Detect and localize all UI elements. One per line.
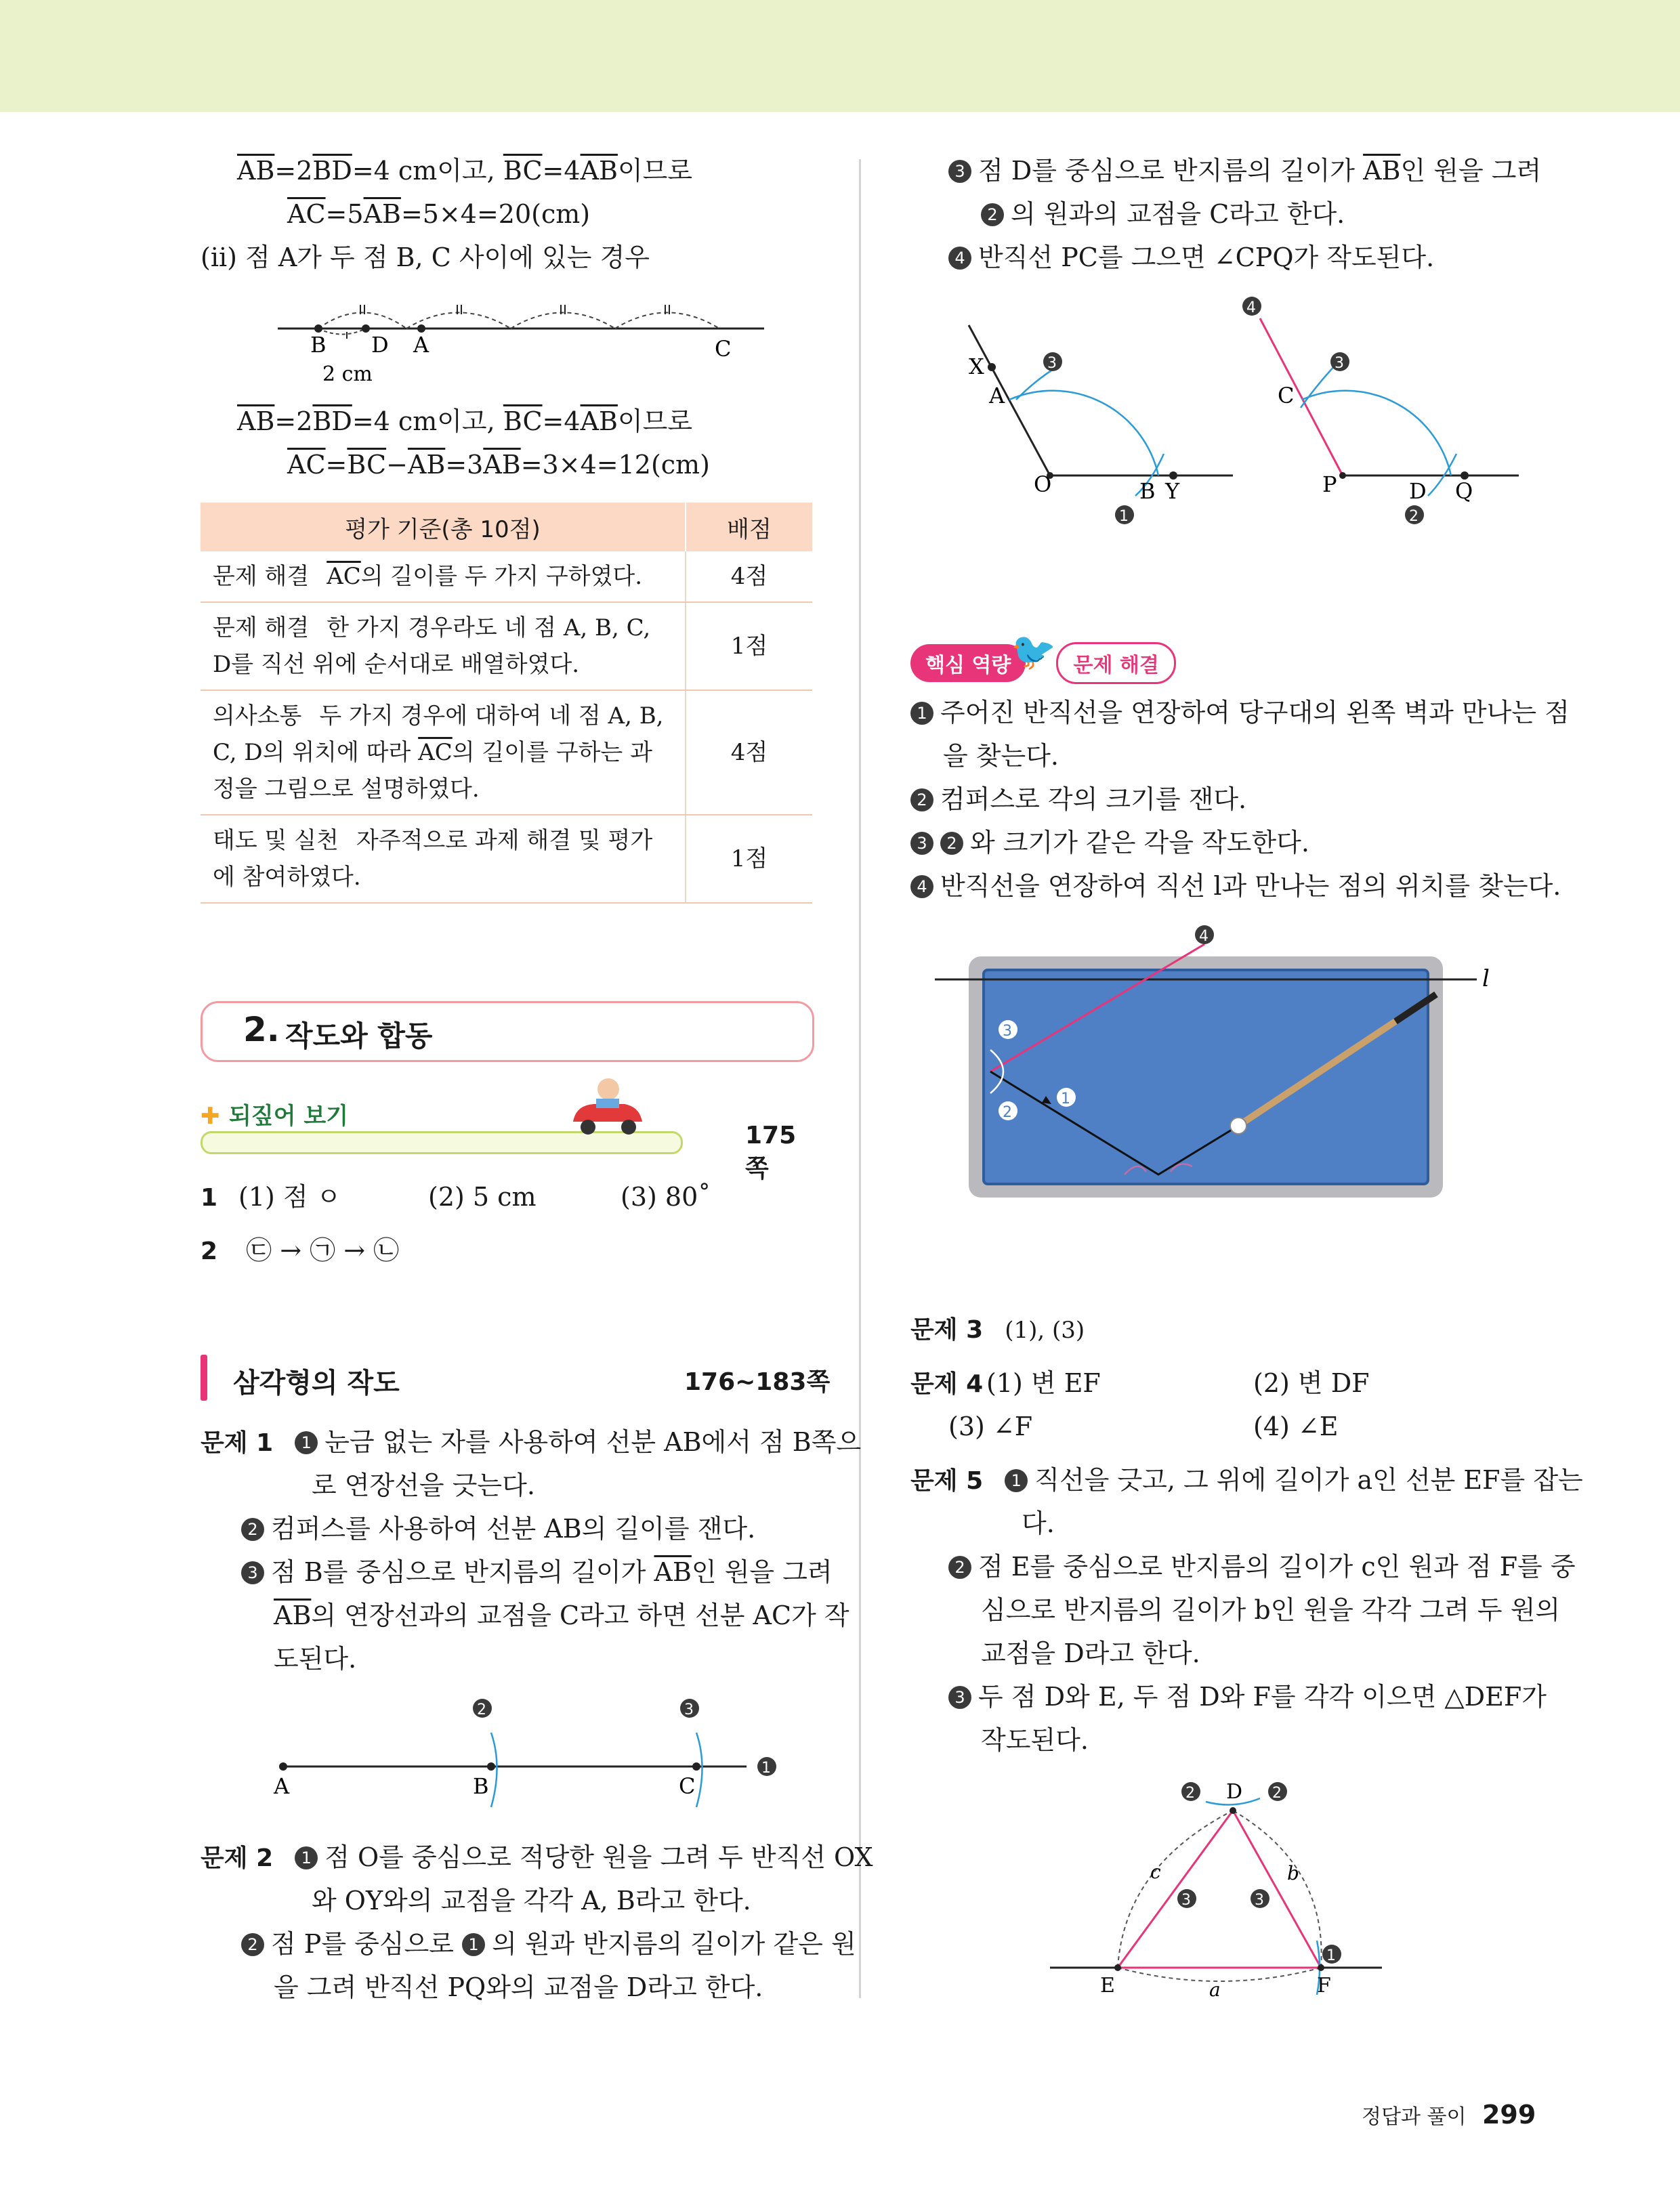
svg-text:2: 2 xyxy=(1185,1785,1195,1802)
label-2cm: 2 cm xyxy=(322,362,373,386)
table-header-row xyxy=(201,503,812,551)
right-step-3: 3 점 D를 중심으로 반지름의 길이가 $\overline{AB}$인 원을 그려 xyxy=(948,149,1541,192)
label-D: D xyxy=(371,332,389,358)
review-label: 되짚어 보기 xyxy=(229,1103,349,1130)
car-illustration xyxy=(566,1074,648,1142)
table-row: 문제 해결 $\overline{AC}$의 길이를 두 가지 구하였다. 4점 xyxy=(201,551,812,602)
problem-2-line: 을 그려 반직선 PQ와의 교점을 D라고 한다. xyxy=(274,1972,763,2002)
problem-1-step-2: 2 컴퍼스를 사용하여 선분 AB의 길이를 잰다. xyxy=(241,1507,755,1550)
svg-text:B: B xyxy=(1139,478,1156,504)
core-step-4: 4 반직선을 연장하여 직선 l과 만나는 점의 위치를 찾는다. xyxy=(910,864,1561,908)
footer-label: 정답과 풀이 xyxy=(1362,2105,1467,2129)
svg-text:3: 3 xyxy=(1335,355,1344,372)
point-D xyxy=(362,324,370,333)
problem-2-line: 와 OY와의 교점을 각각 A, B라고 한다. xyxy=(312,1886,751,1916)
section-heading-box xyxy=(201,1001,814,1062)
core-skill: 문제 해결 xyxy=(1056,642,1175,684)
core-step-3: 3 2 와 크기가 같은 각을 작도한다. xyxy=(910,821,1309,864)
column-divider xyxy=(859,159,861,1998)
svg-text:1: 1 xyxy=(1119,508,1129,525)
problem-2-step-2: 2 점 P를 중심으로 1 의 원과 반지름의 길이가 같은 원 xyxy=(241,1922,856,1966)
problem-5-step-2: 2 점 E를 중심으로 반지름의 길이가 c인 원과 점 F를 중 xyxy=(948,1545,1576,1588)
core-step-1: 1 주어진 반직선을 연장하여 당구대의 왼쪽 벽과 만나는 점 xyxy=(910,691,1570,734)
svg-text:X: X xyxy=(969,354,984,379)
right-step-4: 4 반직선 PC를 그으면 ∠CPQ가 작도된다. xyxy=(948,236,1434,279)
svg-text:a: a xyxy=(1209,1979,1221,2001)
bird-icon: 🐦 xyxy=(1011,630,1057,673)
problem-5-line: 작도된다. xyxy=(981,1725,1089,1755)
problem-1-step-3: 3 점 B를 중심으로 반지름의 길이가 $\overline{AB}$인 원을 그려 xyxy=(241,1550,833,1594)
left-line-3: $\overline{AB}=2\overline{BD}=4$ cm이고, $\overline{BC}=4\overline{AB}$이므로 xyxy=(237,406,693,436)
subsection-pages: 176~183쪽 xyxy=(684,1368,831,1396)
svg-text:3: 3 xyxy=(1047,355,1057,372)
problem-1-line: 로 연장선을 긋는다. xyxy=(312,1471,535,1500)
table-row: 의사소통 두 가지 경우에 대하여 네 점 A, B, C, D의 위치에 따라 $\overline{AC}$의 길이를 구하는 과정을 그림으로 설명하였다. 4점 xyxy=(201,690,812,815)
figure-billiard-table xyxy=(935,914,1504,1212)
svg-text:3: 3 xyxy=(1003,1023,1012,1040)
svg-text:B: B xyxy=(473,1773,489,1799)
figure-points-on-line xyxy=(271,284,786,386)
label-A: A xyxy=(413,332,429,358)
problem-3: 문제 3 (1), (3) xyxy=(910,1316,1085,1344)
table-header-score: 배점 xyxy=(686,503,812,551)
svg-text:C: C xyxy=(1278,383,1295,408)
table-row: 태도 및 실천 자주적으로 과제 해결 및 평가에 참여하였다. 1점 xyxy=(201,815,812,903)
svg-text:1: 1 xyxy=(1326,1947,1336,1964)
table-row: 문제 해결 한 가지 경우라도 네 점 A, B, C, D를 직선 위에 순서대로 배열하였다. 1점 xyxy=(201,602,812,690)
svg-text:Y: Y xyxy=(1165,478,1180,504)
svg-text:2: 2 xyxy=(1409,508,1419,525)
section-number: 2. xyxy=(243,1010,280,1049)
footer xyxy=(1362,2100,1536,2130)
table-header-criteria: 평가 기준(총 10점) xyxy=(201,503,686,551)
core-step-2: 2 컴퍼스로 각의 크기를 잰다. xyxy=(910,778,1246,821)
svg-text:C: C xyxy=(679,1773,696,1799)
svg-text:A: A xyxy=(989,383,1005,408)
evaluation-table xyxy=(201,503,812,904)
problem-5-line: 교점을 D라고 한다. xyxy=(981,1638,1200,1668)
core-competency-tag xyxy=(910,630,1176,684)
problem-1-line: $\overline{AB}$의 연장선과의 교점을 C라고 하면 선분 AC가 작 xyxy=(274,1601,849,1630)
svg-text:l: l xyxy=(1482,965,1490,992)
svg-text:Q: Q xyxy=(1455,478,1473,504)
svg-text:2: 2 xyxy=(1003,1104,1012,1121)
svg-text:3: 3 xyxy=(1255,1892,1264,1909)
label-B: B xyxy=(310,332,327,358)
figure-extend-segment xyxy=(257,1693,799,1815)
problem-5-line: 심으로 반지름의 길이가 b인 원을 각각 그려 두 원의 xyxy=(981,1595,1561,1625)
left-line-1: $\overline{AB}=2\overline{BD}=4$ cm이고, $\overline{BC}=4\overline{AB}$이므로 xyxy=(237,156,693,186)
svg-text:3: 3 xyxy=(684,1701,694,1718)
svg-text:4: 4 xyxy=(1246,299,1256,316)
right-step-3-line: 2 의 원과의 교점을 C라고 한다. xyxy=(981,192,1345,236)
problem-5-step-3: 3 두 점 D와 E, 두 점 D와 F를 각각 이으면 △DEF가 xyxy=(948,1675,1547,1718)
left-line-4: $\overline{AC}=\overline{BC}-\overline{AB}=3\overline{AB}=3\times 4=12(cm)$ xyxy=(287,450,710,480)
review-page: 175쪽 xyxy=(745,1122,797,1183)
svg-text:A: A xyxy=(274,1773,290,1799)
top-color-band xyxy=(0,0,1680,112)
plus-icon: ✚ xyxy=(201,1103,220,1130)
problem-5-line: 다. xyxy=(1022,1508,1055,1538)
review-answer-2: 2 ㉢ → ㉠ → ㉡ xyxy=(201,1235,400,1265)
problem-4: 문제 4 (1) 변 EF (2) 변 DF xyxy=(910,1368,1370,1398)
problem-2: 문제 2 1 점 O를 중심으로 적당한 원을 그려 두 반직선 OX xyxy=(201,1842,873,1872)
svg-text:D: D xyxy=(1226,1780,1243,1804)
svg-text:1: 1 xyxy=(1061,1091,1070,1107)
figure-angle-copy xyxy=(948,284,1531,535)
figure-triangle-construction xyxy=(1043,1771,1395,2002)
left-line-2: $\overline{AC}=5\overline{AB}=5\times 4=20(cm)$ xyxy=(287,199,591,229)
section-title: 작도와 합동 xyxy=(285,1019,433,1053)
svg-text:1: 1 xyxy=(761,1760,771,1777)
subsection-title: 삼각형의 작도 xyxy=(233,1368,400,1399)
problem-1: 문제 1 1 눈금 없는 자를 사용하여 선분 AB에서 점 B쪽으 xyxy=(201,1427,862,1457)
svg-text:D: D xyxy=(1409,478,1427,504)
core-label: 핵심 역량 xyxy=(910,644,1026,682)
svg-text:2: 2 xyxy=(477,1701,486,1718)
label-C: C xyxy=(715,336,732,362)
svg-text:b: b xyxy=(1287,1862,1299,1884)
problem-5: 문제 5 1 직선을 긋고, 그 위에 길이가 a인 선분 EF를 잡는 xyxy=(910,1465,1583,1495)
svg-text:2: 2 xyxy=(1272,1785,1282,1802)
svg-text:c: c xyxy=(1150,1861,1161,1883)
core-step-1-line: 을 찾는다. xyxy=(943,741,1059,771)
case-ii-heading: (ⅱ) 점 A가 두 점 B, C 사이에 있는 경우 xyxy=(201,242,650,272)
svg-text:P: P xyxy=(1322,471,1337,497)
review-answer-1: 1 (1) 점 ㅇ (2) 5 cm (3) 80˚ xyxy=(201,1182,711,1212)
svg-text:E: E xyxy=(1100,1974,1115,1997)
svg-text:F: F xyxy=(1317,1974,1331,1997)
svg-text:O: O xyxy=(1034,471,1052,497)
svg-text:4: 4 xyxy=(1199,928,1209,945)
page-number: 299 xyxy=(1482,2100,1536,2130)
svg-text:3: 3 xyxy=(1181,1892,1191,1909)
problem-1-line: 도된다. xyxy=(274,1644,357,1674)
